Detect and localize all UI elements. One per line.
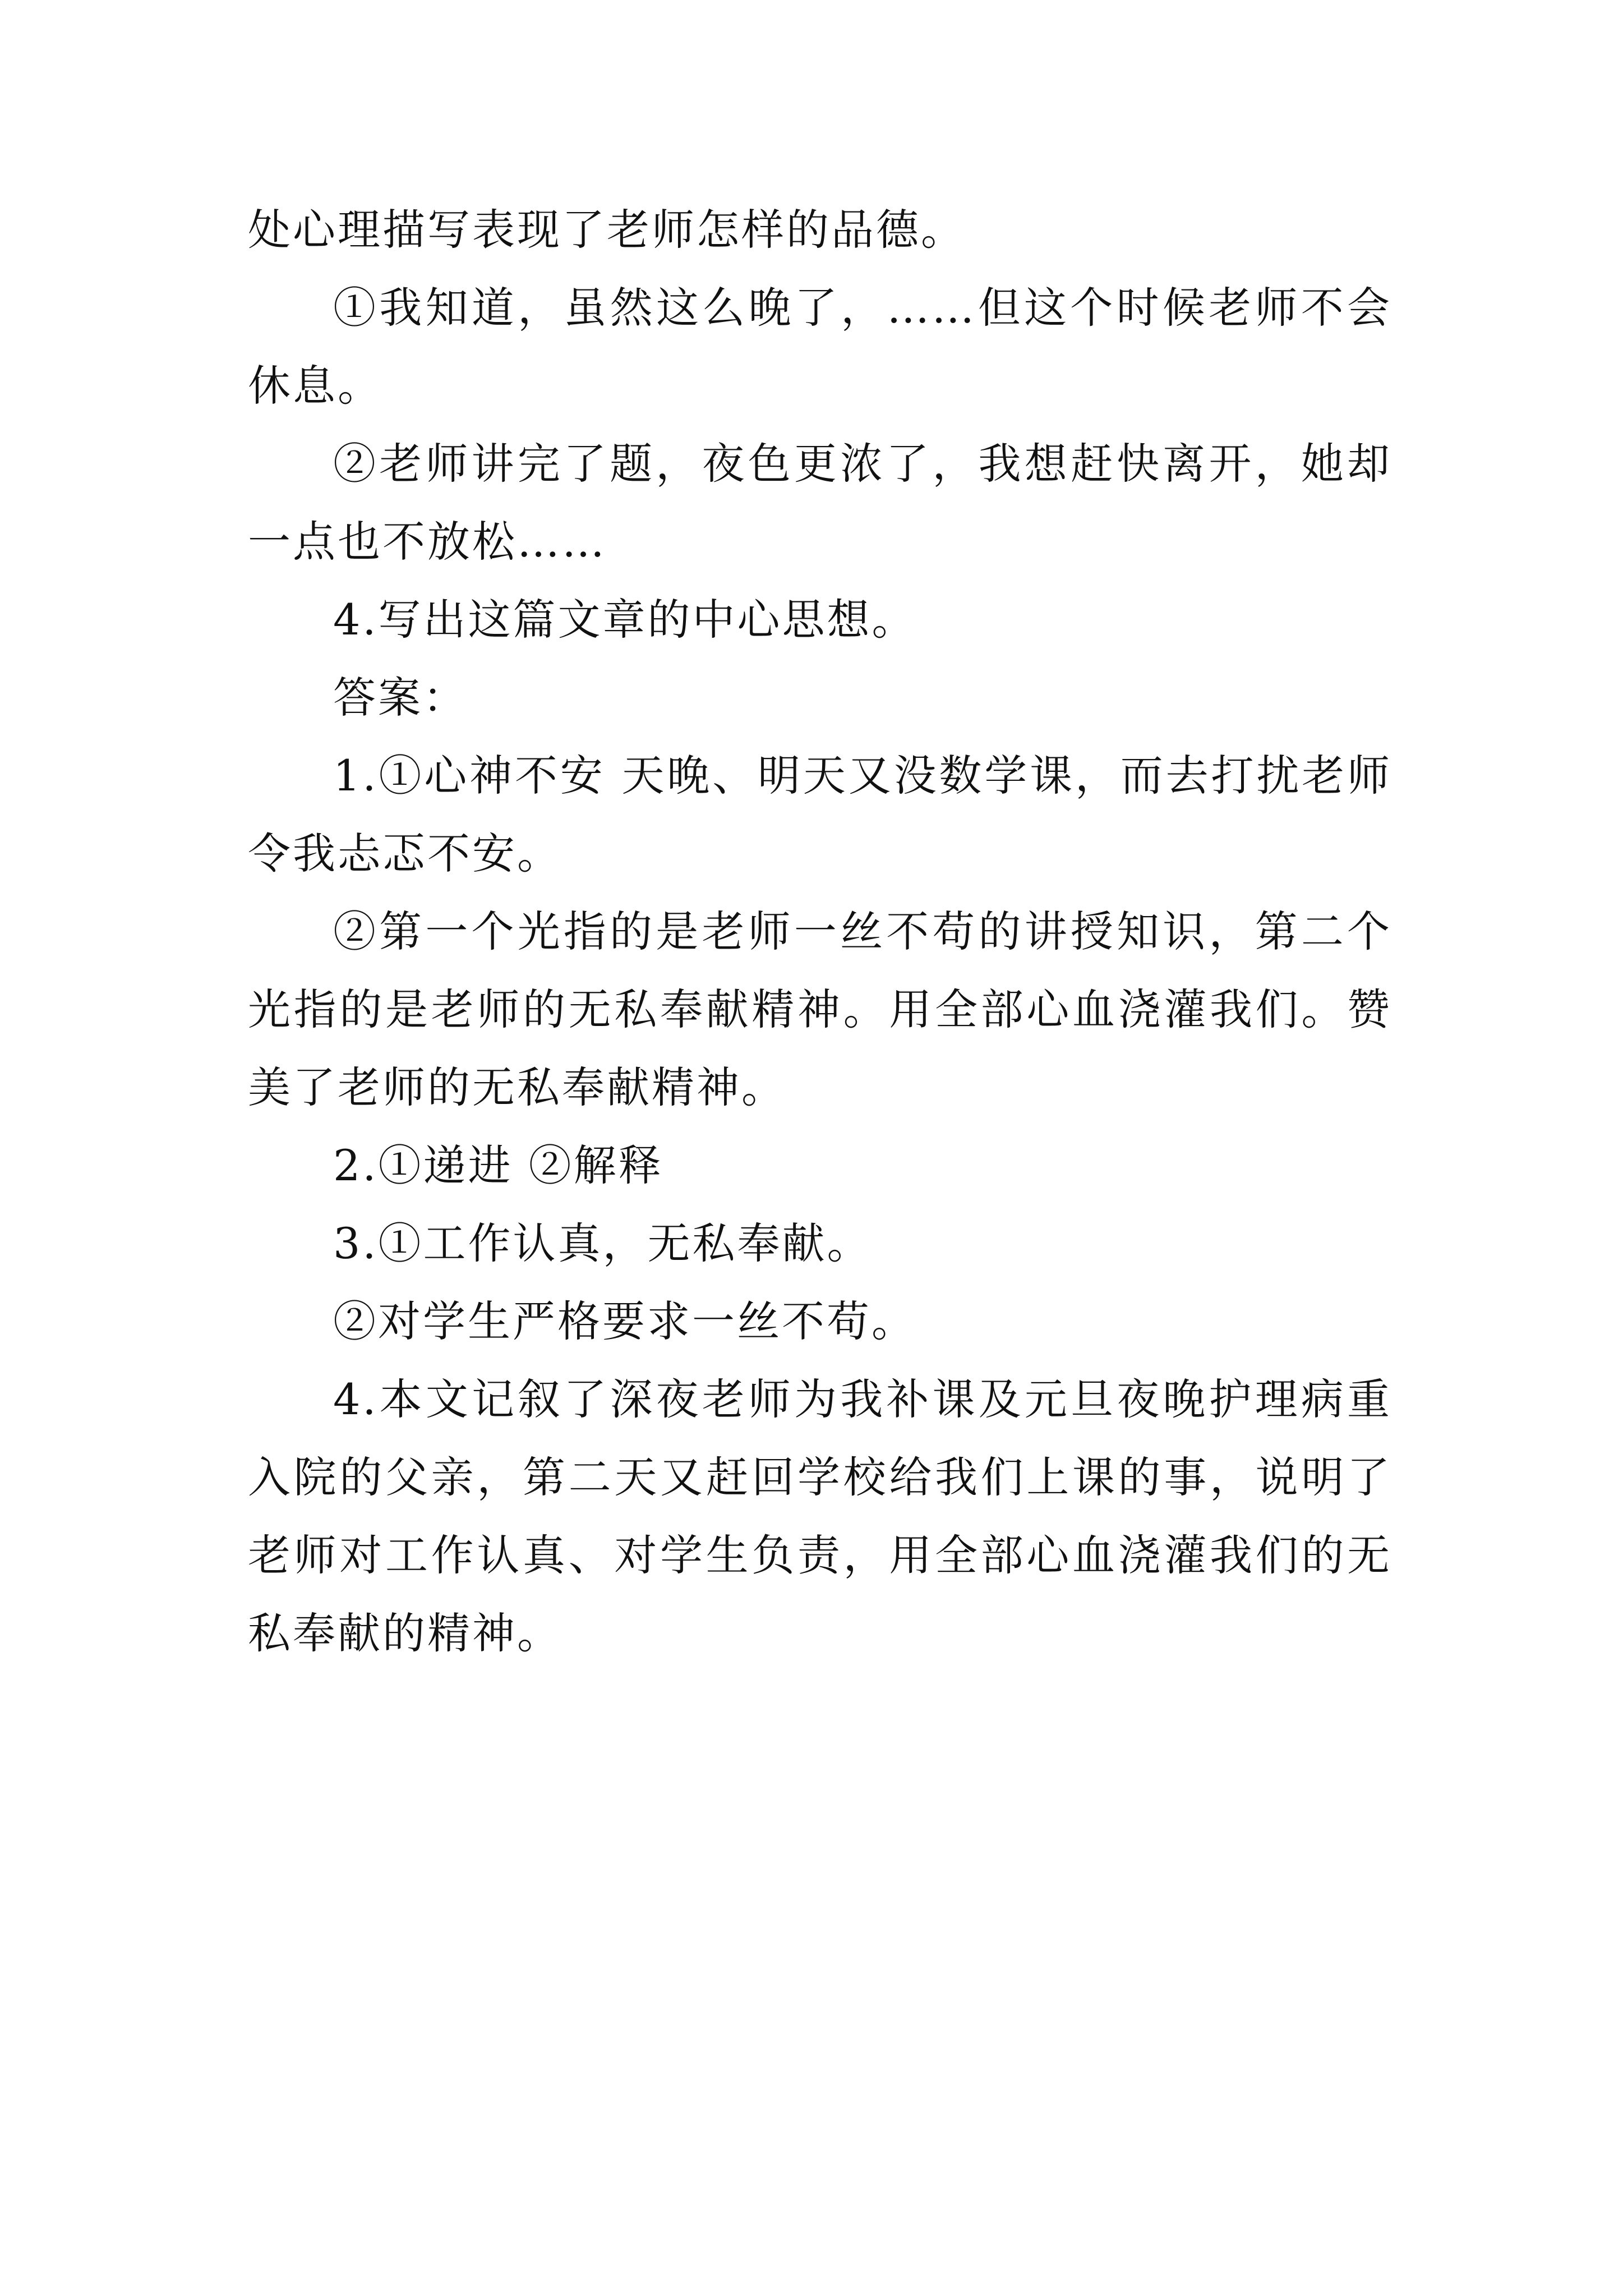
question-4: 4.写出这篇文章的中心思想。 — [333, 595, 917, 645]
answer-heading: 答案： — [333, 673, 468, 723]
answer-4: 4.本文记叙了深夜老师为我补课及元旦夜晚护理病重入院的父亲，第二天又赶回学校给我们上课的事，说明了老师对工作认真、对学生负责，用全部心血浇灌我们的无私奉献的精神。 — [248, 1374, 1392, 1658]
answer-2: 2.①递进 ②解释 — [333, 1140, 663, 1190]
answer-3-part-2: ②对学生严格要求一丝不苟。 — [333, 1296, 916, 1346]
paragraph-quote-2: ②老师讲完了题，夜色更浓了，我想赶快离开，她却一点也不放松…… — [248, 439, 1392, 567]
answer-1-part-1: 1.①心神不安 天晚、明天又没数学课，而去打扰老师令我忐忑不安。 — [248, 751, 1392, 878]
paragraph-intro: 处心理描写表现了老师怎样的品德。 — [248, 205, 966, 255]
answer-3-part-1: 3.①工作认真，无私奉献。 — [333, 1218, 872, 1268]
answer-1-part-2: ②第一个光指的是老师一丝不苟的讲授知识，第二个光指的是老师的无私奉献精神。用全部心血浇灌我们。赞美了老师的无私奉献精神。 — [248, 907, 1392, 1112]
document-body — [248, 191, 1392, 1672]
paragraph-quote-1: ①我知道，虽然这么晚了，……但这个时候老师不会休息。 — [248, 283, 1392, 411]
